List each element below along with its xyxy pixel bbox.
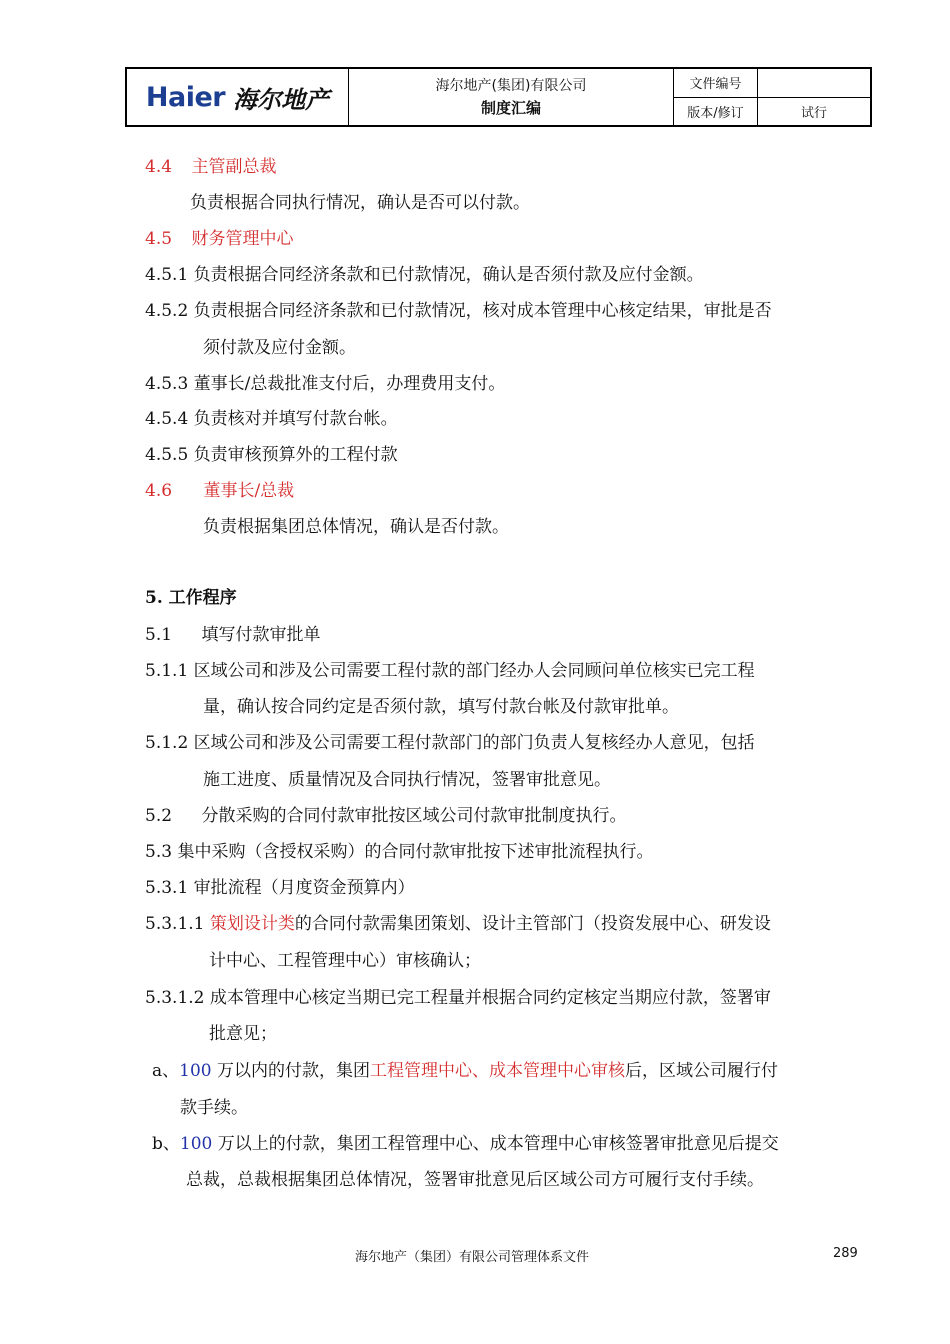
section-5-3-1-1-line1 — [145, 912, 771, 936]
footer-text: 海尔地产（集团）有限公司管理体系文件 — [355, 1250, 590, 1265]
design-category-highlight: 策划设计类 — [209, 914, 295, 934]
section-4-6-title: 董事长/总裁 — [203, 481, 295, 501]
section-4-6-text: 负责根据集团总体情况，确认是否付款。 — [203, 517, 509, 537]
section-5-3-1-2-line2: 批意见； — [209, 1024, 277, 1044]
section-5-1-2-line2: 施工进度、质量情况及合同执行情况，签署审批意见。 — [203, 770, 611, 790]
section-4-4-number: 4.4 — [145, 157, 173, 177]
section-5-1 — [145, 623, 320, 647]
section-5-3-1-1-text: 的合同付款需集团策划、设计主管部门（投资发展中心、研发设 — [294, 914, 771, 934]
section-5-1-2-line1: 5.1.2 区域公司和涉及公司需要工程付款部门的部门负责人复核经办人意见，包括 — [145, 733, 755, 753]
section-5-2 — [145, 804, 626, 828]
section-4-5-5: 4.5.5 负责审核预算外的工程付款 — [145, 445, 398, 465]
version-value: 试行 — [800, 105, 827, 121]
file-number-value — [758, 69, 870, 97]
section-4-4-text: 负责根据合同执行情况，确认是否可以付款。 — [190, 193, 530, 213]
section-4-6-heading — [145, 479, 294, 503]
item-a-text: 万以内的付款，集团 — [211, 1061, 370, 1081]
header-title — [349, 69, 674, 125]
section-4-5-1: 4.5.1 负责根据合同经济条款和已付款情况，确认是否须付款及应付金额。 — [145, 265, 704, 285]
item-a-line1 — [152, 1059, 778, 1083]
logo — [127, 69, 349, 125]
section-5-1-1-line2: 量，确认按合同约定是否须付款，填写付款台帐及付款审批单。 — [203, 697, 679, 717]
section-5-3-1-1-line2: 计中心、工程管理中心）审核确认； — [209, 951, 481, 971]
haier-logo-chinese: 海尔地产 — [233, 85, 330, 114]
company-name: 海尔地产(集团)有限公司 — [435, 78, 587, 94]
section-4-5-title: 财务管理中心 — [191, 229, 294, 249]
item-b-marker: b、 — [152, 1134, 180, 1154]
section-5-2-number: 5.2 — [145, 806, 173, 826]
section-5-2-text: 分散采购的合同付款审批按区域公司付款审批制度执行。 — [201, 806, 627, 826]
item-b-line1 — [152, 1132, 779, 1156]
section-5-1-1-line1: 5.1.1 区域公司和涉及公司需要工程付款的部门经办人会同顾问单位核实已完工程 — [145, 661, 755, 681]
section-4-5-2-line2: 须付款及应付金额。 — [203, 338, 356, 358]
section-4-5-number: 4.5 — [145, 229, 173, 249]
section-5-3-1-1-number: 5.3.1.1 — [145, 914, 210, 934]
section-5-1-number: 5.1 — [145, 625, 173, 645]
haier-logo-text: Haier — [145, 81, 226, 113]
section-4-4-title: 主管副总裁 — [191, 157, 277, 177]
item-b-line2: 总裁，总裁根据集团总体情况，签署审批意见后区域公司方可履行支付手续。 — [186, 1170, 764, 1190]
page-number: 289 — [833, 1246, 858, 1261]
section-5-3: 5.3 集中采购（含授权采购）的合同付款审批按下述审批流程执行。 — [145, 842, 654, 862]
item-b-amount: 100 — [179, 1134, 213, 1154]
item-a-marker: a、 — [152, 1061, 180, 1081]
document-header — [125, 67, 872, 127]
section-4-5-heading — [145, 227, 293, 251]
version-label: 版本/修订 — [674, 98, 758, 126]
item-b-text: 万以上的付款，集团工程管理中心、成本管理中心审核签署审批意见后提交 — [212, 1134, 779, 1154]
header-meta — [674, 69, 870, 125]
section-4-5-3: 4.5.3 董事长/总裁批准支付后，办理费用支付。 — [145, 374, 506, 394]
file-number-row — [674, 69, 870, 97]
item-a-amount: 100 — [179, 1061, 212, 1081]
version-row — [674, 97, 870, 126]
section-4-4-heading — [145, 155, 276, 179]
file-number-label: 文件编号 — [674, 69, 758, 97]
section-5-3-1: 5.3.1 审批流程（月度资金预算内） — [145, 878, 415, 898]
section-4-5-4: 4.5.4 负责核对并填写付款台帐。 — [145, 409, 398, 429]
item-a-text-end: 后，区域公司履行付 — [625, 1061, 778, 1081]
item-a-line2: 款手续。 — [180, 1098, 248, 1118]
section-5-1-text: 填写付款审批单 — [201, 625, 321, 645]
document-title: 制度汇编 — [480, 99, 541, 117]
section-4-5-2-line1: 4.5.2 负责根据合同经济条款和已付款情况，核对成本管理中心核定结果，审批是否 — [145, 301, 772, 321]
section-5-3-1-2-line1: 5.3.1.2 成本管理中心核定当期已完工程量并根据合同约定核定当期应付款，签署审 — [145, 988, 771, 1008]
section-4-6-number: 4.6 — [145, 481, 173, 501]
section-5-heading: 5. 工作程序 — [145, 588, 237, 608]
item-a-highlight: 工程管理中心、成本管理中心审核 — [370, 1061, 625, 1081]
